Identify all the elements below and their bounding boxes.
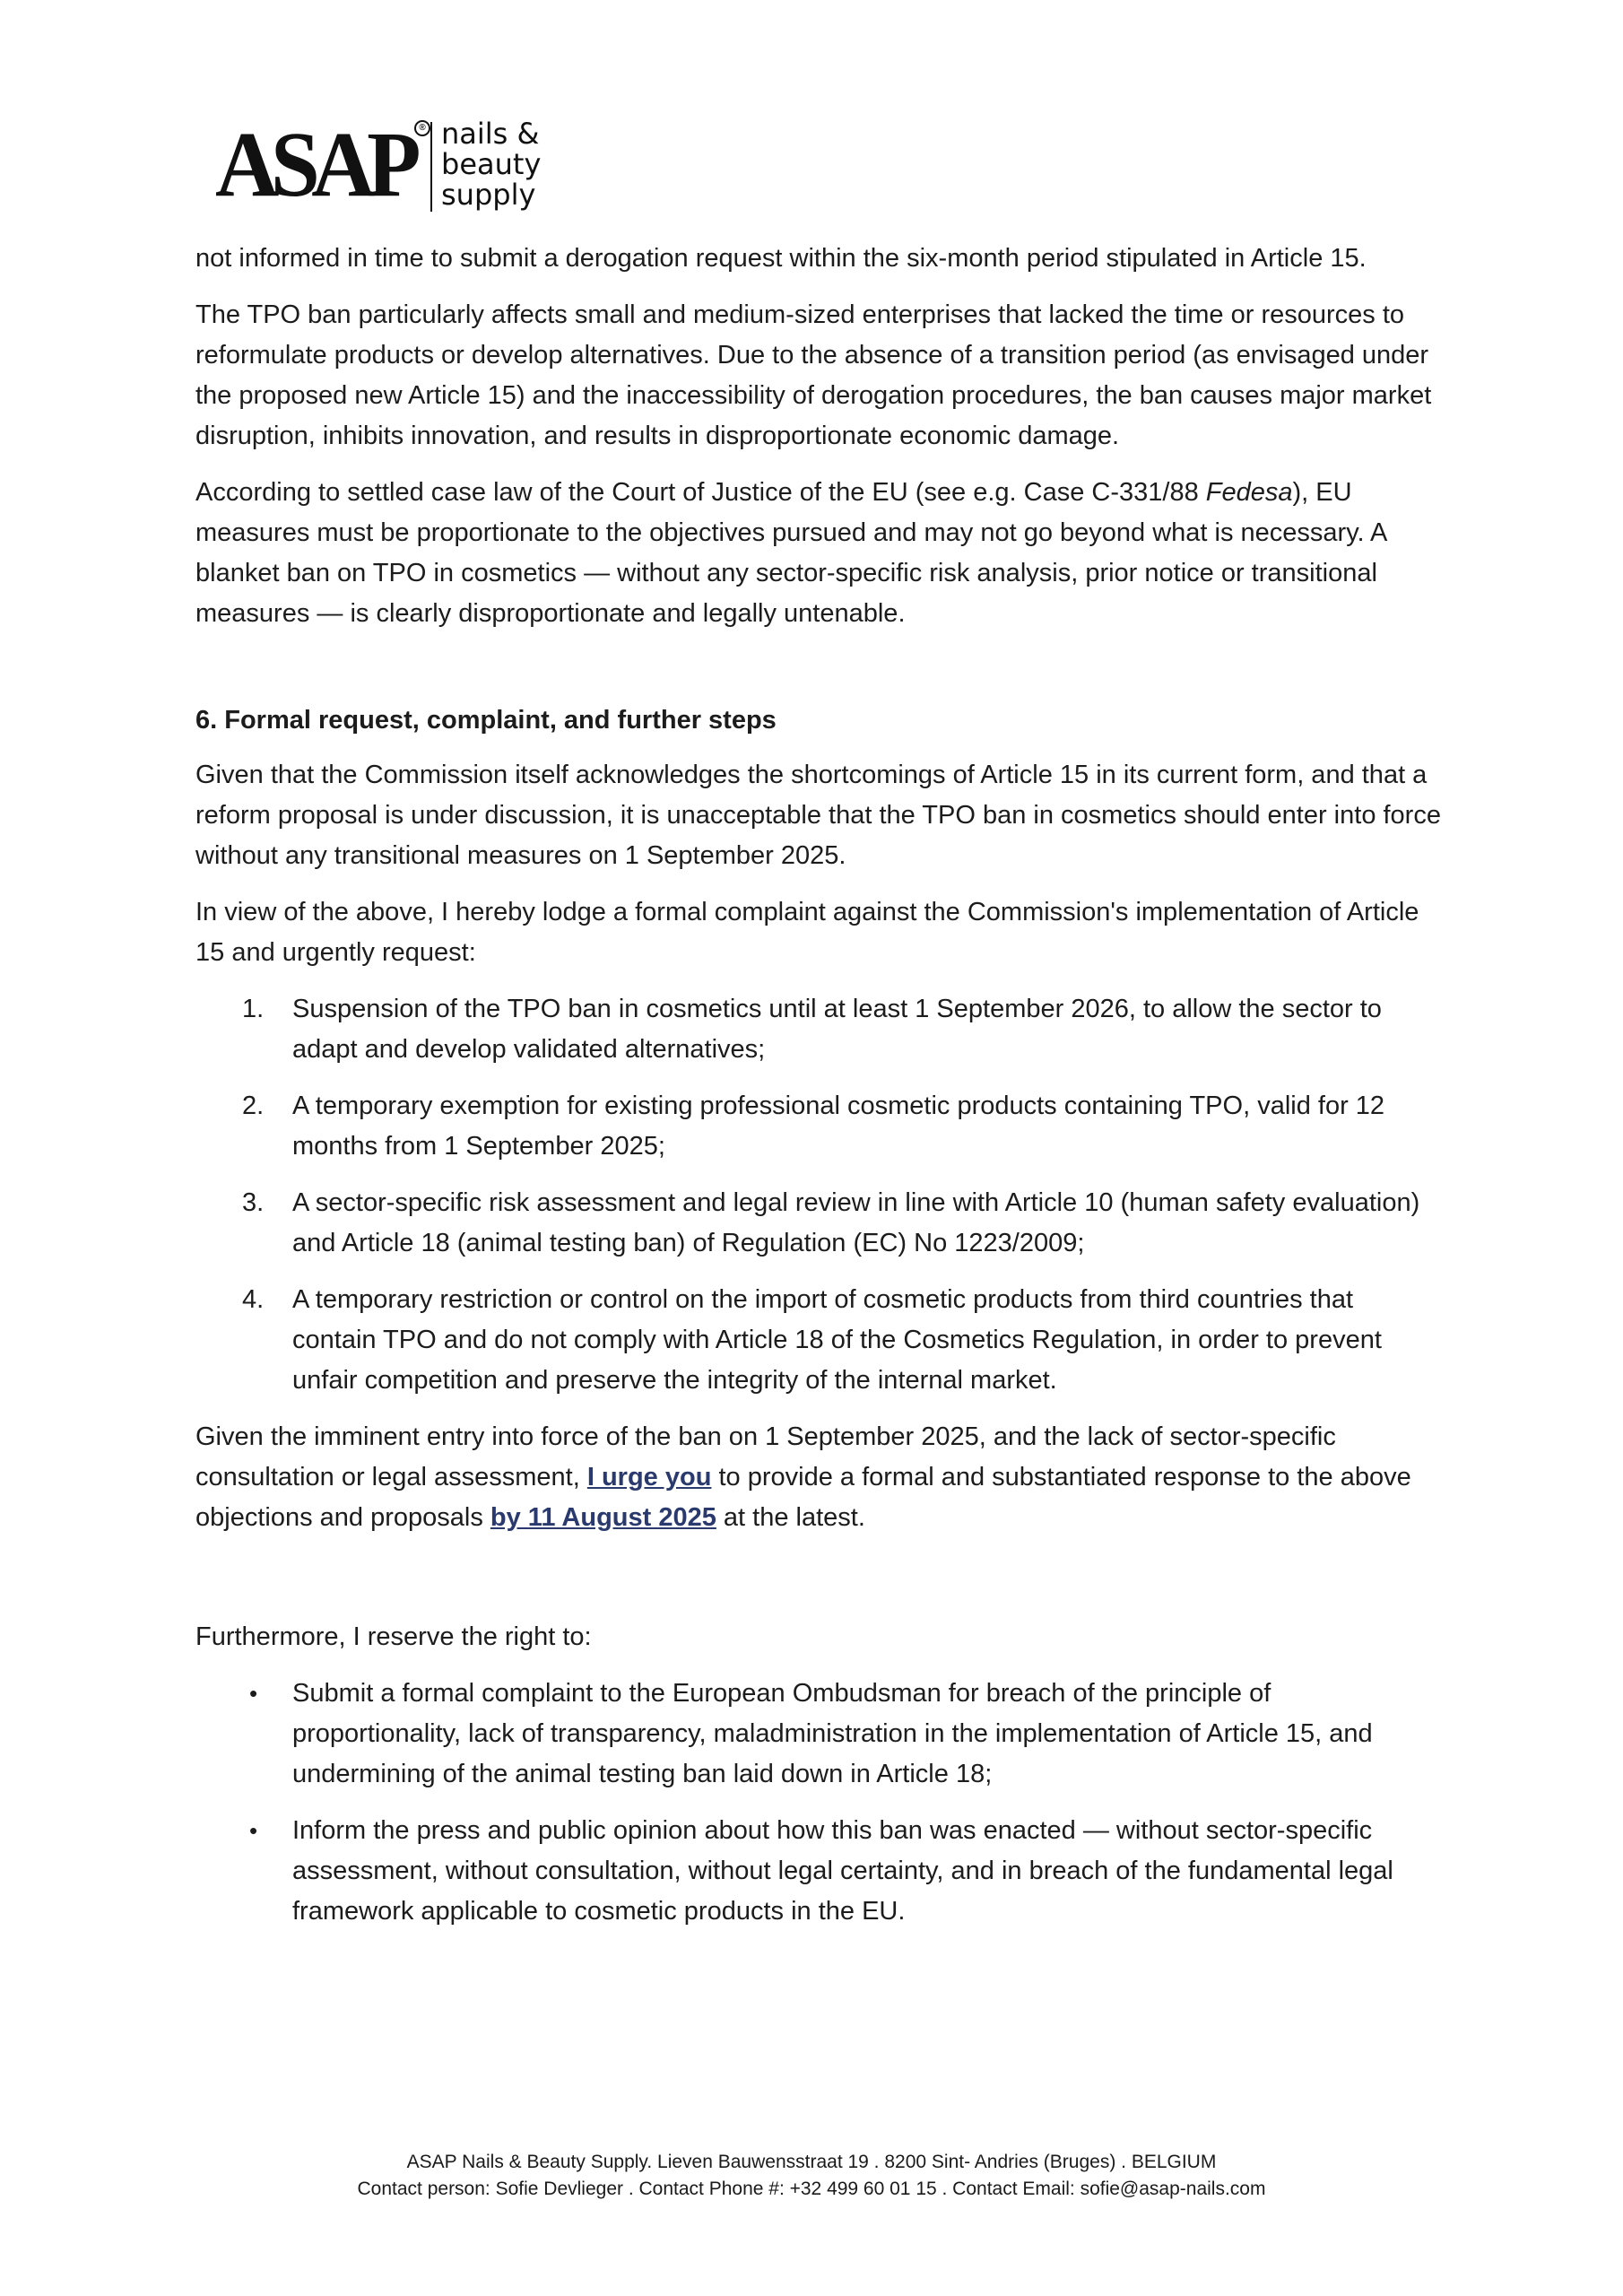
paragraph: Furthermore, I reserve the right to:	[195, 1622, 592, 1651]
text-run: According to settled case law of the Court of Justice of the EU (see e.g. Case C-331/88	[195, 478, 1206, 507]
paragraph: In view of the above, I hereby lodge a formal complaint against the Commission's implementation of Article 15 and urgently request:	[195, 898, 1419, 967]
logo-tagline-line: supply	[441, 178, 536, 212]
list-item	[195, 1674, 1442, 1795]
paragraph-case-law	[195, 473, 1442, 634]
rights-list	[195, 1674, 1442, 1932]
list-number: 4.	[242, 1285, 265, 1314]
paragraph-deadline	[195, 1417, 1442, 1538]
logo-tagline-line: nails &	[441, 117, 540, 151]
list-item-text: A temporary exemption for existing professional cosmetic products containing TPO, valid for 12 months from 1 September 2025;	[292, 1091, 1385, 1161]
company-logo	[215, 113, 542, 217]
logo-tagline-line: beauty	[441, 147, 542, 181]
registered-mark-icon: ®	[414, 120, 430, 136]
text-run: to provide a formal and substantiated response to the above objections and proposals	[195, 1463, 1411, 1532]
text-run: ), EU measures must be proportionate to the objectives pursued and may not go beyond what is necessary. A blanket ban on TPO in cosmetics — without any sector-specific risk analysis, prior notice or transitional measures — is clearly disproportionate and legally untenable.	[195, 478, 1386, 628]
list-item-text: Suspension of the TPO ban in cosmetics until at least 1 September 2026, to allow the sector to adapt and develop validated alternatives;	[292, 995, 1382, 1064]
case-name: Fedesa	[1205, 478, 1293, 507]
section-heading: 6. Formal request, complaint, and further steps	[195, 706, 777, 735]
text-run: at the latest.	[716, 1503, 865, 1532]
list-number: 1.	[242, 995, 265, 1023]
request-list	[195, 989, 1442, 1401]
letter-body	[195, 239, 1442, 1948]
list-item	[195, 1811, 1442, 1932]
paragraph: The TPO ban particularly affects small and medium-sized enterprises that lacked the time or resources to reformulate products or develop alternatives. Due to the absence of a transition period (as envisaged under the proposed new Article 15) and the inaccessibility of derogation procedures, the ban causes major market disruption, inhibits innovation, and results in disproportionate economic damage.	[195, 300, 1432, 450]
list-item-text: Submit a formal complaint to the European Ombudsman for breach of the principle of proportionality, lack of transparency, maladministration in the implementation of Article 15, and undermining of the animal testing ban laid down in Article 18;	[292, 1679, 1373, 1788]
logo-tagline	[441, 118, 541, 210]
letter-footer	[0, 2149, 1623, 2203]
bullet-icon: •	[249, 1817, 258, 1844]
logo-wordmark: ASAP	[215, 113, 412, 216]
logo-divider	[430, 122, 432, 212]
deadline-emphasis: by 11 August 2025	[490, 1503, 716, 1532]
list-item	[195, 989, 1442, 1070]
spacer	[195, 1554, 1442, 1617]
list-item	[195, 1086, 1442, 1167]
footer-address: ASAP Nails & Beauty Supply. Lieven Bauwensstraat 19 . 8200 Sint- Andries (Bruges) . BELGIUM	[406, 2152, 1217, 2172]
text-run: Given the imminent entry into force of the ban on 1 September 2025, and the lack of sector-specific consultation or legal assessment,	[195, 1422, 1336, 1492]
list-item-text: A temporary restriction or control on the import of cosmetic products from third countries that contain TPO and do not comply with Article 18 of the Cosmetics Regulation, in order to prevent unfair competition and preserve the integrity of the internal market.	[292, 1285, 1382, 1395]
footer-contact: Contact person: Sofie Devlieger . Contact Phone #: +32 499 60 01 15 . Contact Email: sofie@asap-nails.com	[357, 2179, 1266, 2199]
list-number: 3.	[242, 1188, 265, 1217]
list-item-text: A sector-specific risk assessment and legal review in line with Article 10 (human safety evaluation) and Article 18 (animal testing ban) of Regulation (EC) No 1223/2009;	[292, 1188, 1420, 1257]
list-item	[195, 1280, 1442, 1401]
paragraph: not informed in time to submit a derogation request within the six-month period stipulated in Article 15.	[195, 244, 1367, 273]
list-item-text: Inform the press and public opinion about how this ban was enacted — without sector-specific assessment, without consultation, without legal certainty, and in breach of the fundamental legal framework applicable to cosmetic products in the EU.	[292, 1816, 1393, 1926]
list-item	[195, 1183, 1442, 1264]
list-number: 2.	[242, 1091, 265, 1120]
bullet-icon: •	[249, 1680, 258, 1707]
urge-emphasis: I urge you	[586, 1463, 712, 1492]
paragraph: Given that the Commission itself acknowledges the shortcomings of Article 15 in its current form, and that a reform proposal is under discussion, it is unacceptable that the TPO ban in cosmetics should enter into force without any transitional measures on 1 September 2025.	[195, 761, 1441, 870]
